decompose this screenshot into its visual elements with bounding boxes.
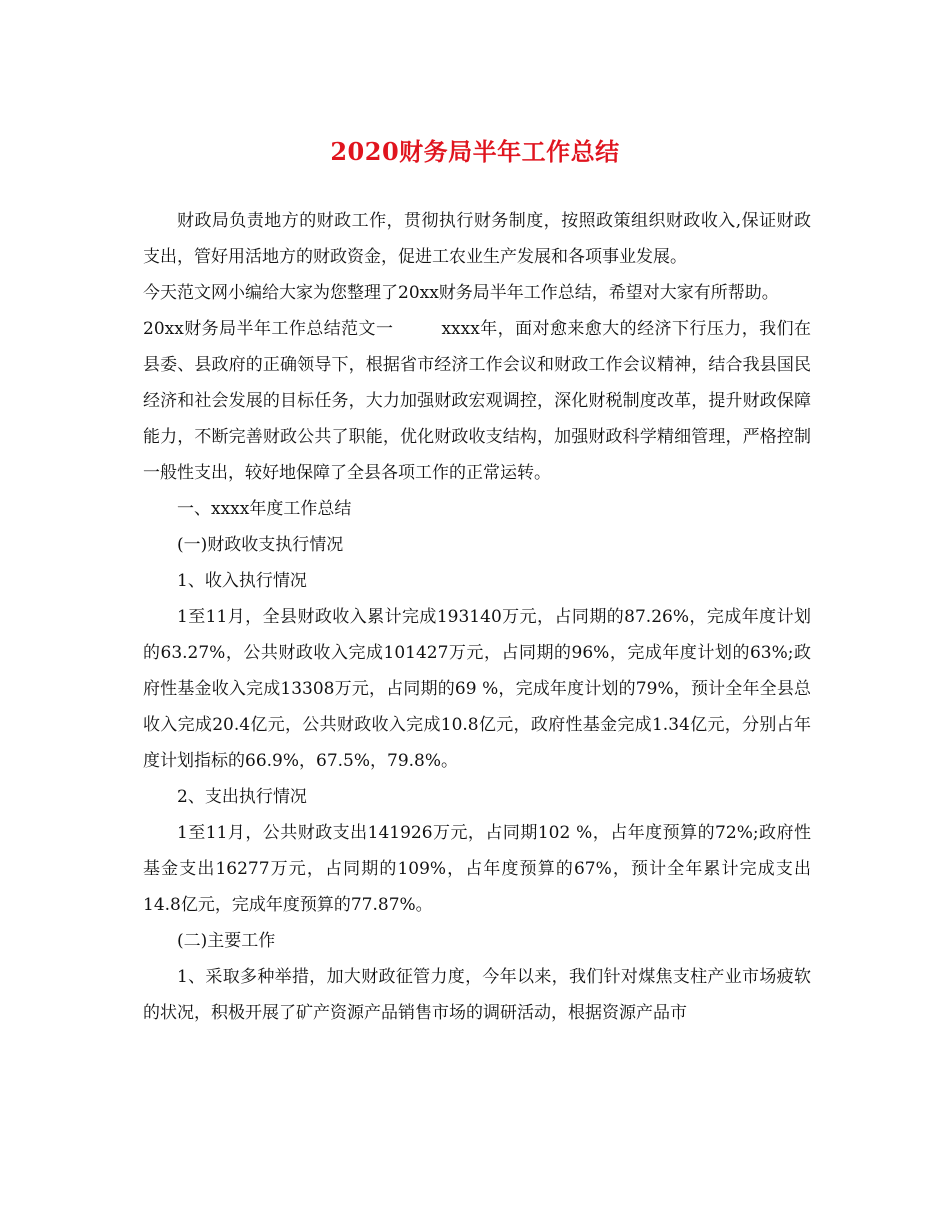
expenditure-paragraph: 1至11月，公共财政支出141926万元，占同期102 %，占年度预算的72%;政府性基金支出16277万元，占同期的109%，占年度预算的67%，预计全年累计完成支出14.8亿元，完成年度预算的77.87%。 — [143, 823, 811, 915]
item-heading: 1、收入执行情况 — [177, 571, 307, 591]
document-title: 2020财务局半年工作总结 — [330, 137, 620, 166]
income-paragraph: 1至11月，全县财政收入累计完成193140万元，占同期的87.26%，完成年度计划的63.27%，公共财政收入完成101427万元，占同期的96%，完成年度计划的63%;政府性基金收入完成13308万元，占同期的69 %，完成年度计划的79%，预计全年全县总收入完成20.4亿元，公共财政收入完成10.8亿元，政府性基金完成1.34亿元，分别占年度计划指标的66.9%，67.5%，79.8%。 — [143, 607, 811, 771]
intro-paragraph-2: 今天范文网小编给大家为您整理了20xx财务局半年工作总结，希望对大家有所帮助。 — [143, 283, 779, 303]
sample-text: xxxx年，面对愈来愈大的经济下行压力，我们在县委、县政府的正确领导下，根据省市经济工作会议和财政工作会议精神，结合我县国民经济和社会发展的目标任务，大力加强财政宏观调控，深化财税制度改革，提升财政保障能力，不断完善财政公共了职能，优化财政收支结构，加强财政科学精细管理，严格控制一般性支出，较好地保障了全县各项工作的正常运转。 — [143, 319, 811, 483]
sample-paragraph — [143, 311, 811, 491]
intro-paragraph: 财政局负责地方的财政工作，贯彻执行财务制度，按照政策组织财政收入,保证财政支出，管好用活地方的财政资金，促进工农业生产发展和各项事业发展。 — [143, 211, 811, 267]
work-paragraph: 1、采取多种举措，加大财政征管力度，今年以来，我们针对煤焦支柱产业市场疲软的状况，积极开展了矿产资源产品销售市场的调研活动，根据资源产品市 — [143, 967, 811, 1023]
subsection-heading: (一)财政收支执行情况 — [177, 535, 344, 555]
item-heading: 2、支出执行情况 — [177, 787, 307, 807]
document-body — [143, 203, 811, 1031]
section-heading: 一、xxxx年度工作总结 — [177, 499, 352, 519]
sample-heading: 20xx财务局半年工作总结范文一 — [143, 319, 394, 339]
subsection-heading: (二)主要工作 — [177, 931, 276, 951]
